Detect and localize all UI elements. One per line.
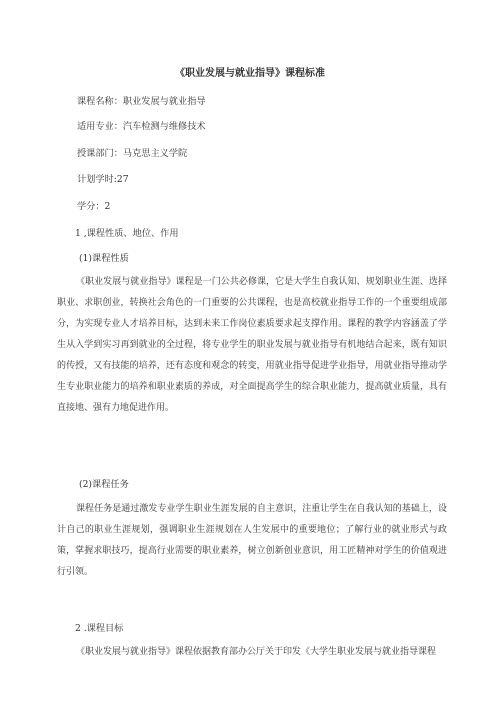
section1-heading: 1 ,课程性质、地位、作用 [75, 228, 179, 239]
department-line: 授课部门：马克思主义学院 [77, 148, 188, 159]
section2-paragraph: 《职业发展与就业指导》课程依据教育部办公厅关于印发《大学生职业发展与就业指导课程 [76, 647, 437, 657]
section1-sub1-heading: (1)课程性质 [79, 253, 129, 264]
major-line: 适用专业：汽车检测与维修技术 [77, 121, 206, 132]
course-name-line: 课程名称：职业发展与就业指导 [77, 96, 206, 107]
section1-sub2-heading: (2)课程任务 [79, 479, 129, 490]
section1-sub1-paragraph: 《职业发展与就业指导》课程是一门公共必修课，它是大学生自我认知、规划职业生涯、选择职业、求职创业，转换社会角色的一门重要的公共课程，也是高校就业指导工作的一个重要组成部分，为实现专业人才培养目标，达到未来工作岗位素质要求起支撑作用。课程的教学内容涵盖了学生从入学到实习再到就业的全过程，将专业学生的职业发展与就业指导有机地结合起来，既有知识的传授，又有技能的培养，还有态度和观念的转变，用就业指导促进学业指导，用就业指导推动学生专业职业能力的培养和职业素质的养成，对全面提高学生的综合职业能力，提高就业质量，具有直接地、强有力地促进作用。 [57, 277, 447, 413]
section1-sub2-paragraph: 课程任务是通过激发专业学生职业生涯发展的自主意识，注重让学生在自我认知的基础上，设计自己的职业生涯规划，强调职业生涯规划在人生发展中的重要地位；了解行业的就业形式与政策，掌握求职技巧，提高行业需要的职业素养，树立创新创业意识，用工匠精神对学生的价值观进行引领。 [57, 504, 447, 577]
section2-heading: 2 .课程目标 [75, 623, 124, 634]
hours-line: 计划学时:27 [77, 174, 129, 185]
document-title: 《职业发展与就业指导》课程标准 [175, 68, 325, 79]
credits-line: 学分：2 [77, 201, 111, 212]
